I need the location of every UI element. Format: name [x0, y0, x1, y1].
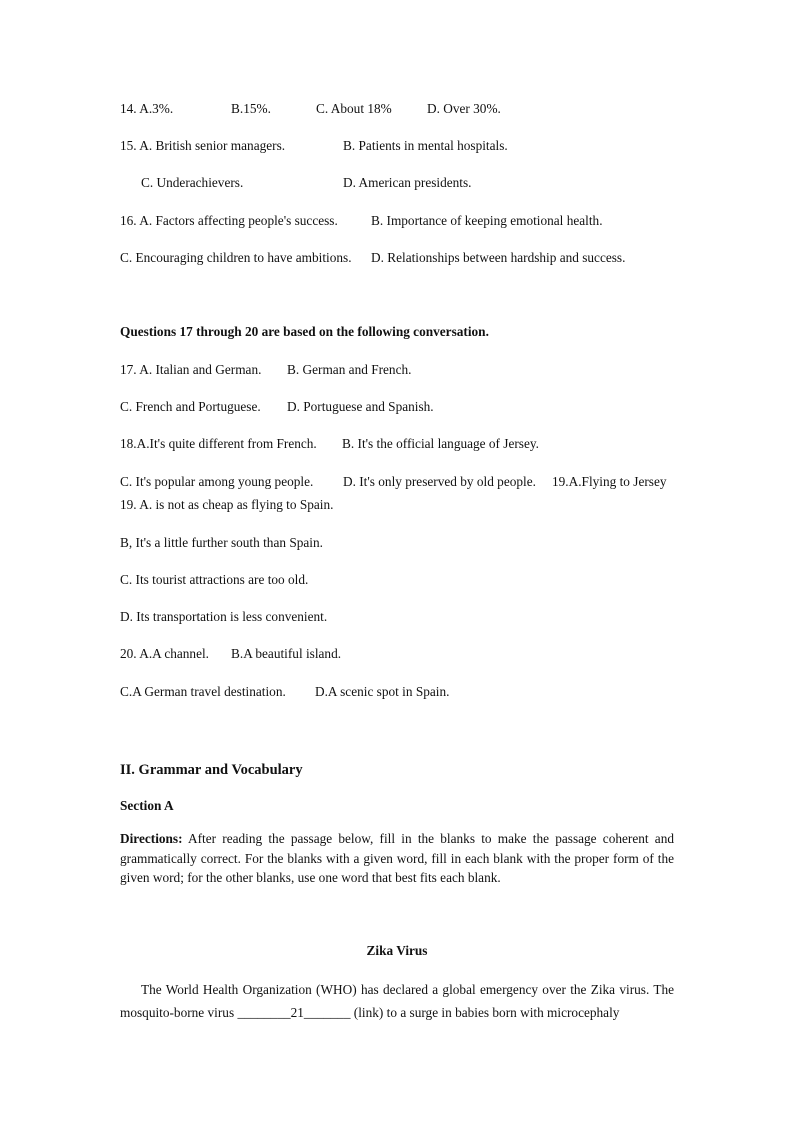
option-15b: B. Patients in mental hospitals. — [343, 138, 508, 153]
directions-paragraph — [120, 829, 674, 888]
option-16c: C. Encouraging children to have ambitions. — [120, 250, 352, 265]
option-14c: C. About 18% — [316, 101, 392, 116]
option-15c: C. Underachievers. — [141, 175, 244, 190]
option-19d: D. Its transportation is less convenient. — [120, 609, 328, 624]
part-heading: II. Grammar and Vocabulary — [120, 762, 303, 778]
option-19b: B, It's a little further south than Spain. — [120, 535, 323, 550]
option-17c: C. French and Portuguese. — [120, 399, 261, 414]
option-20c: C.A German travel destination. — [120, 684, 286, 699]
option-17b: B. German and French. — [287, 362, 412, 377]
option-18d: D. It's only preserved by old people. — [343, 474, 536, 489]
passage-paragraph: The World Health Organization (WHO) has declared a global emergency over the Zika virus. The mosquito-borne virus ________21_______ (link) to a surge in babies born with microcephaly — [120, 982, 674, 1020]
passage-title: Zika Virus — [366, 943, 428, 958]
option-16a: 16. A. Factors affecting people's success. — [120, 213, 338, 228]
option-19c: C. Its tourist attractions are too old. — [120, 572, 309, 587]
directions-text: After reading the passage below, fill in the blanks to make the passage coherent and grammatically correct. For the blanks with a given word, fill in each blank with the proper form of the given word; for the other blanks, use one word that best fits each blank. — [120, 831, 674, 885]
option-17a: 17. A. Italian and German. — [120, 362, 262, 377]
option-15a: 15. A. British senior managers. — [120, 138, 286, 153]
option-19a: 19. A. is not as cheap as flying to Spain. — [120, 497, 334, 512]
option-17d: D. Portuguese and Spanish. — [287, 399, 434, 414]
option-14d: D. Over 30%. — [427, 101, 501, 116]
option-14b: B.15%. — [231, 101, 271, 116]
option-18c: C. It's popular among young people. — [120, 474, 314, 489]
option-14a: 14. A.3%. — [120, 101, 174, 116]
option-20d: D.A scenic spot in Spain. — [315, 684, 450, 699]
section-heading-q17-20: Questions 17 through 20 are based on the following conversation. — [120, 324, 489, 339]
option-20a: 20. A.A channel. — [120, 646, 210, 661]
option-19-lead: 19.A.Flying to Jersey — [552, 474, 667, 489]
option-18b: B. It's the official language of Jersey. — [342, 436, 539, 451]
option-20b: B.A beautiful island. — [231, 646, 342, 661]
directions-label: Directions: — [120, 831, 183, 846]
section-a-heading: Section A — [120, 798, 174, 813]
option-18a: 18.A.It's quite different from French. — [120, 436, 317, 451]
option-15d: D. American presidents. — [343, 175, 472, 190]
option-16d: D. Relationships between hardship and success. — [371, 250, 626, 265]
option-16b: B. Importance of keeping emotional health. — [371, 213, 603, 228]
